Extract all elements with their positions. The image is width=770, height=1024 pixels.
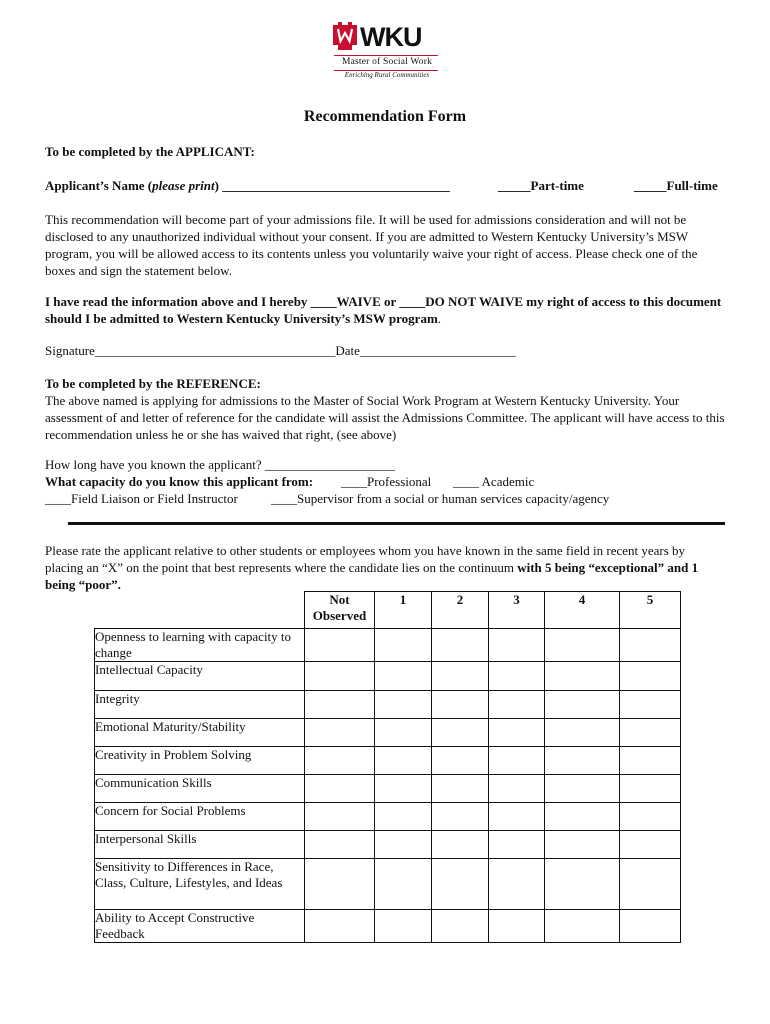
rating-cell[interactable]: [305, 831, 375, 859]
criterion-label: Integrity: [95, 691, 305, 719]
table-row: [95, 629, 681, 662]
rating-cell[interactable]: [432, 719, 489, 747]
rating-instructions-text: Please rate the applicant relative to other students or employees whom you have known in the same field in recent years by placing an “X” on the point that best represents where the candidate lies on the continuum: [45, 543, 686, 575]
rating-cell[interactable]: [489, 691, 545, 719]
table-row: [95, 691, 681, 719]
signature-date-line[interactable]: Signature_____________________________________Date________________________: [45, 343, 516, 358]
table-row: [95, 803, 681, 831]
waiver-text: I have read the information above and I hereby ____WAIVE or ____DO NOT WAIVE my right of access to this document should I be admitted to Western Kentucky University’s MSW program: [45, 294, 722, 326]
scale-header-1: 1: [375, 592, 432, 629]
rating-cell[interactable]: [620, 910, 681, 943]
table-row: [95, 747, 681, 775]
rating-cell[interactable]: [489, 831, 545, 859]
rating-cell[interactable]: [489, 775, 545, 803]
rating-cell[interactable]: [545, 803, 620, 831]
rating-cell[interactable]: [432, 859, 489, 910]
rating-cell[interactable]: [545, 775, 620, 803]
criterion-label: Communication Skills: [95, 775, 305, 803]
table-row: [95, 662, 681, 691]
rating-cell[interactable]: [375, 662, 432, 691]
rating-cell[interactable]: [305, 859, 375, 910]
rating-cell[interactable]: [305, 662, 375, 691]
capacity-professional-option[interactable]: ____Professional: [341, 474, 432, 489]
criterion-label: Interpersonal Skills: [95, 831, 305, 859]
rating-cell[interactable]: [432, 662, 489, 691]
applicant-name-field[interactable]: [45, 177, 450, 194]
rating-cell[interactable]: [545, 691, 620, 719]
rating-cell[interactable]: [620, 719, 681, 747]
rating-cell[interactable]: [545, 910, 620, 943]
capacity-label: What capacity do you know this applicant from:: [45, 474, 314, 489]
rating-header-row: [95, 592, 681, 629]
rating-cell[interactable]: [489, 747, 545, 775]
table-row: [95, 910, 681, 943]
rating-cell[interactable]: [305, 719, 375, 747]
reference-heading: To be completed by the REFERENCE:: [45, 376, 261, 391]
table-row: [95, 775, 681, 803]
criterion-label: Concern for Social Problems: [95, 803, 305, 831]
criterion-label: Emotional Maturity/Stability: [95, 719, 305, 747]
rating-cell[interactable]: [305, 747, 375, 775]
rating-cell[interactable]: [620, 691, 681, 719]
how-long-field[interactable]: How long have you known the applicant? ____________________: [45, 457, 395, 472]
rating-cell[interactable]: [375, 691, 432, 719]
rating-cell[interactable]: [375, 775, 432, 803]
not-observed-line2: Observed: [312, 608, 367, 623]
waiver-statement[interactable]: [45, 293, 725, 327]
logo-tagline: Enriching Rural Communities: [344, 71, 430, 79]
red-towel-icon: [332, 22, 358, 52]
criterion-label: Creativity in Problem Solving: [95, 747, 305, 775]
criterion-label: Sensitivity to Differences in Race, Class, Culture, Lifestyles, and Ideas: [95, 859, 305, 910]
waiver-period: .: [437, 311, 442, 326]
table-row: [95, 859, 681, 910]
rating-cell[interactable]: [489, 910, 545, 943]
rating-cell[interactable]: [305, 910, 375, 943]
rating-scale-note: with 5 being “exceptional” and 1 being “poor”.: [45, 560, 699, 592]
logo-brand: WKU: [360, 22, 422, 52]
privacy-notice: This recommendation will become part of your admissions file. It will be used for admissions consideration and will not be disclosed to any unauthorized individual without your consent. If you are admitted to Western Kentucky University’s MSW program, you will be allowed access to its contents unless you voluntarily waive your right of access. Please check one of the boxes and sign the statement below.: [45, 212, 698, 278]
scale-header-3: 3: [489, 592, 545, 629]
rating-cell[interactable]: [375, 629, 432, 662]
rating-cell[interactable]: [620, 775, 681, 803]
table-row: [95, 831, 681, 859]
rating-table: [94, 591, 681, 943]
applicant-heading: To be completed by the APPLICANT:: [45, 144, 255, 159]
rating-cell[interactable]: [489, 662, 545, 691]
rating-cell[interactable]: [375, 803, 432, 831]
reference-intro: The above named is applying for admissions to the Master of Social Work Program at Western Kentucky University. Your assessment of and letter of reference for the candidate will assist the Admissions Committee. The applicant will have access to this recommendation unless he or she has waived that right, (see above): [45, 393, 725, 442]
rating-cell[interactable]: [305, 775, 375, 803]
criterion-label: Ability to Accept Constructive Feedback: [95, 910, 305, 943]
page-title: Recommendation Form: [303, 108, 467, 125]
applicant-name-line: ) ___________________________________: [214, 178, 450, 193]
rating-cell[interactable]: [375, 747, 432, 775]
rating-cell[interactable]: [620, 859, 681, 910]
rating-cell[interactable]: [545, 719, 620, 747]
rating-cell[interactable]: [375, 910, 432, 943]
rating-cell[interactable]: [432, 831, 489, 859]
rating-cell[interactable]: [545, 747, 620, 775]
please-print-note: please print: [152, 178, 215, 193]
capacity-academic-option[interactable]: ____ Academic: [453, 474, 535, 489]
rating-cell[interactable]: [375, 831, 432, 859]
scale-header-2: 2: [432, 592, 489, 629]
table-row: [95, 719, 681, 747]
rating-cell[interactable]: [620, 831, 681, 859]
logo-subtitle: Master of Social Work: [341, 57, 433, 67]
rating-cell[interactable]: [620, 629, 681, 662]
header-blank: [95, 592, 305, 629]
scale-header-4: 4: [545, 592, 620, 629]
rating-cell[interactable]: [305, 803, 375, 831]
rating-cell[interactable]: [489, 803, 545, 831]
rating-cell[interactable]: [489, 719, 545, 747]
wku-logo: [332, 20, 442, 86]
rating-cell[interactable]: [305, 629, 375, 662]
section-divider: [68, 522, 725, 525]
logo-rule-top: [334, 55, 438, 56]
rating-cell[interactable]: [375, 859, 432, 910]
rating-cell[interactable]: [432, 629, 489, 662]
rating-cell[interactable]: [432, 747, 489, 775]
not-observed-line1: Not: [329, 592, 350, 607]
rating-cell[interactable]: [545, 629, 620, 662]
rating-cell[interactable]: [545, 831, 620, 859]
rating-cell[interactable]: [432, 775, 489, 803]
rating-cell[interactable]: [305, 691, 375, 719]
rating-cell[interactable]: [620, 803, 681, 831]
rating-cell[interactable]: [620, 747, 681, 775]
criterion-label: Intellectual Capacity: [95, 662, 305, 691]
criterion-label: Openness to learning with capacity to change: [95, 629, 305, 662]
rating-cell[interactable]: [432, 910, 489, 943]
rating-cell[interactable]: [432, 803, 489, 831]
rating-cell[interactable]: [489, 859, 545, 910]
scale-header-5: 5: [620, 592, 681, 629]
not-observed-header: [305, 592, 375, 629]
rating-cell[interactable]: [545, 662, 620, 691]
fulltime-option[interactable]: _____Full-time: [634, 178, 718, 193]
rating-cell[interactable]: [432, 691, 489, 719]
rating-cell[interactable]: [620, 662, 681, 691]
parttime-option[interactable]: _____Part-time: [498, 178, 584, 193]
capacity-field-option[interactable]: ____Field Liaison or Field Instructor: [45, 491, 238, 506]
capacity-supervisor-option[interactable]: ____Supervisor from a social or human services capacity/agency: [271, 491, 610, 506]
rating-cell[interactable]: [489, 629, 545, 662]
rating-cell[interactable]: [545, 859, 620, 910]
rating-instructions: [45, 542, 725, 593]
applicant-name-label: Applicant’s Name (: [45, 178, 153, 193]
rating-cell[interactable]: [375, 719, 432, 747]
